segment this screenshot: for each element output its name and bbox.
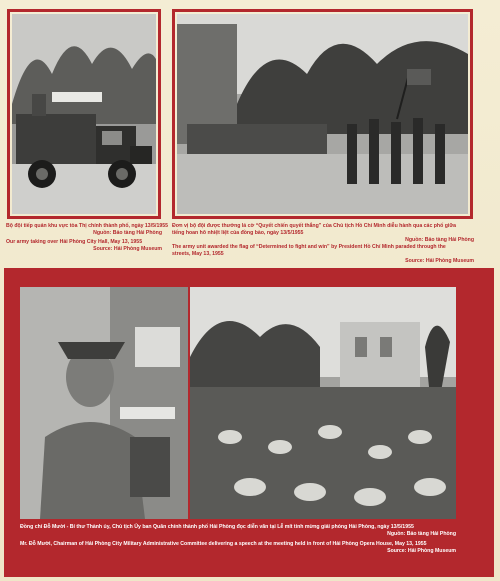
speech-source-vi: Nguồn: Bảo tàng Hải Phòng — [387, 531, 456, 537]
speech-caption-en: Mr. Đỗ Mười, Chairman of Hải Phòng City Military Administrative Committee delivering a speech at the meeting held in front of Hải Phòng Opera House, May 13, 1955 — [20, 541, 427, 547]
truck-caption-vi: Bộ đội tiếp quản khu vực tòa Thị chính thành phố, ngày 13/5/1955 — [6, 223, 168, 229]
parade-source-vi: Nguồn: Bảo tàng Hải Phòng — [405, 237, 474, 243]
parade-caption-vi-2: tiếng hoan hô nhiệt liệt của đồng bào, ngày 13/5/1955 — [172, 230, 304, 236]
parade-caption-en-2: streets, May 13, 1955 — [172, 251, 224, 257]
truck-source-vi: Nguồn: Bảo tàng Hải Phòng — [93, 230, 162, 236]
truck-source-en: Source: Hải Phòng Museum — [93, 246, 162, 252]
parade-caption-vi-1: Đơn vị bộ đội được thưởng lá cờ “Quyết chiến quyết thắng” của Chủ tịch Hồ Chí Minh diễu hành qua các phố giữa — [172, 223, 456, 229]
crowd-photo — [190, 287, 456, 519]
truck-caption-en: Our army taking over Hải Phòng City Hall, May 13, 1955 — [6, 239, 143, 245]
speech-photo — [20, 287, 188, 519]
speech-source-en: Source: Hải Phòng Museum — [387, 548, 456, 554]
truck-photo — [12, 14, 156, 214]
parade-source-en: Source: Hải Phòng Museum — [405, 258, 474, 264]
parade-caption-en-1: The army unit awarded the flag of “Determined to fight and win” by President Hồ Chí Minh paraded through the — [172, 244, 446, 250]
speech-caption-vi: Đồng chí Đỗ Mười - Bí thư Thành ủy, Chủ tịch Ủy ban Quân chính thành phố Hải Phòng đọc diễn văn tại Lễ mít tinh mừng giải phóng Hải Phòng, ngày 13/5/1955 — [20, 524, 414, 530]
parade-photo — [177, 14, 468, 214]
